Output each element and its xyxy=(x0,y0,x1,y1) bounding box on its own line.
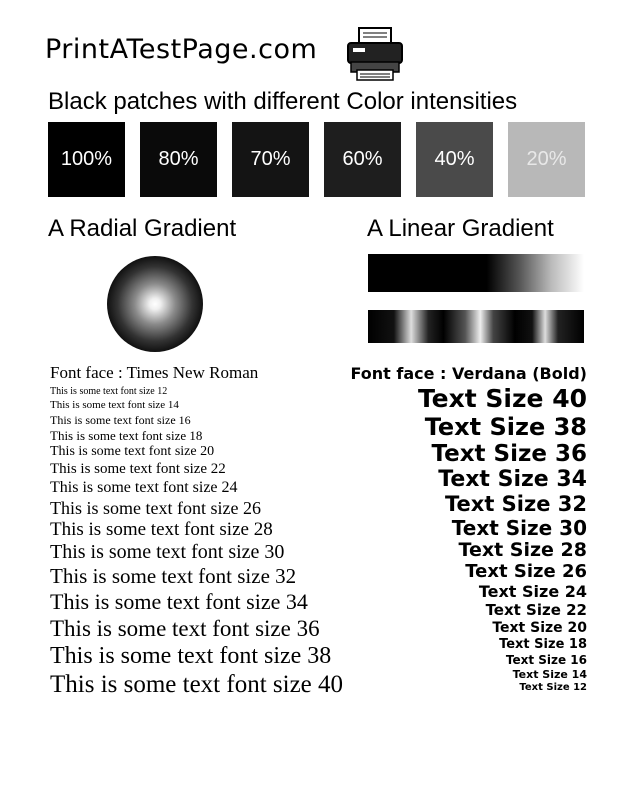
linear-gradient-heading: A Linear Gradient xyxy=(367,215,554,242)
verdana-sample-line: Text Size 22 xyxy=(485,601,587,619)
verdana-sample-line: Text Size 28 xyxy=(458,539,587,561)
linear-gradient-swatch-2 xyxy=(368,310,584,343)
patch-label: 100% xyxy=(60,148,113,170)
times-sample-line: This is some text font size 26 xyxy=(50,498,261,518)
patch-20 xyxy=(508,122,585,197)
patch-label: 60% xyxy=(342,148,383,170)
radial-gradient-heading: A Radial Gradient xyxy=(48,215,237,242)
verdana-sample-line: Text Size 38 xyxy=(424,413,587,441)
verdana-sample-line: Text Size 16 xyxy=(505,653,587,667)
patch-label: 70% xyxy=(250,148,291,170)
verdana-lines xyxy=(350,386,587,693)
radial-gradient-swatch xyxy=(107,256,203,352)
times-sample-line: This is some text font size 32 xyxy=(50,564,297,588)
verdana-font-sample-column xyxy=(350,366,587,696)
site-title: PrintATestPage.com xyxy=(45,34,318,65)
times-sample-line: This is some text font size 36 xyxy=(50,616,320,641)
times-sample-line: This is some text font size 16 xyxy=(50,413,191,427)
patch-40 xyxy=(416,122,493,197)
patch-label: 80% xyxy=(158,148,199,170)
times-sample-line: This is some text font size 28 xyxy=(50,519,273,540)
times-font-sample-column xyxy=(50,364,343,702)
verdana-sample-line: Text Size 12 xyxy=(519,682,587,693)
verdana-sample-line: Text Size 30 xyxy=(451,516,587,540)
patches-heading: Black patches with different Color intensities xyxy=(48,88,518,115)
verdana-sample-line: Text Size 24 xyxy=(478,582,587,601)
verdana-sample-line: Text Size 14 xyxy=(512,668,587,681)
verdana-sample-line: Text Size 26 xyxy=(465,561,587,582)
times-sample-line: This is some text font size 14 xyxy=(50,399,179,411)
times-sample-line: This is some text font size 22 xyxy=(50,461,226,477)
verdana-sample-line: Text Size 18 xyxy=(499,637,587,652)
linear-gradient-swatch-1 xyxy=(368,254,584,292)
verdana-sample-line: Text Size 32 xyxy=(445,492,587,516)
verdana-sample-line: Text Size 20 xyxy=(492,620,587,636)
times-sample-line: This is some text font size 18 xyxy=(50,428,203,443)
patch-label: 40% xyxy=(434,148,475,170)
times-sample-line: This is some text font size 30 xyxy=(50,541,285,563)
times-sample-line: This is some text font size 34 xyxy=(50,589,308,614)
patch-100 xyxy=(48,122,125,197)
times-sample-line: This is some text font size 12 xyxy=(50,386,168,397)
times-sample-line: This is some text font size 38 xyxy=(50,643,332,669)
times-sample-line: This is some text font size 24 xyxy=(50,479,238,496)
verdana-sample-line: Text Size 40 xyxy=(417,384,587,413)
patch-60 xyxy=(324,122,401,197)
patch-label: 20% xyxy=(526,148,567,170)
verdana-heading: Font face : Verdana (Bold) xyxy=(350,364,587,383)
times-sample-line: This is some text font size 20 xyxy=(50,444,215,459)
times-lines xyxy=(50,387,343,697)
patch-80 xyxy=(140,122,217,197)
printer-icon xyxy=(345,26,405,82)
verdana-sample-line: Text Size 34 xyxy=(438,467,587,492)
times-heading: Font face : Times New Roman xyxy=(50,363,259,382)
verdana-sample-line: Text Size 36 xyxy=(431,441,587,467)
patch-70 xyxy=(232,122,309,197)
times-sample-line: This is some text font size 40 xyxy=(50,671,344,698)
